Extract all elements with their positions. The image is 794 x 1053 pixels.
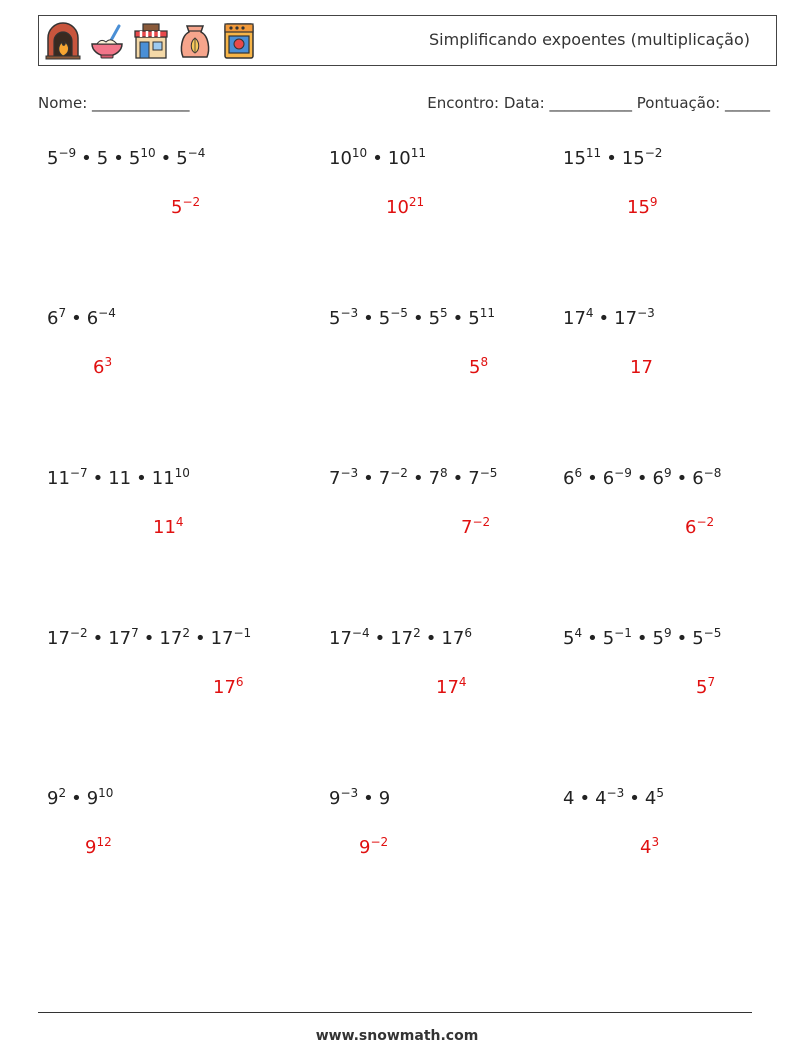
operator: • xyxy=(374,628,386,649)
problem-expression xyxy=(329,785,563,813)
exponent: −7 xyxy=(69,466,88,480)
exponent: 11 xyxy=(585,146,602,160)
operator: • xyxy=(676,628,688,649)
exponent: −5 xyxy=(703,626,722,640)
base: 17 xyxy=(47,628,70,649)
problem-expression xyxy=(47,145,329,173)
answer xyxy=(461,514,490,542)
base: 5 xyxy=(602,628,615,649)
operator: • xyxy=(587,468,598,489)
base: 6 xyxy=(602,468,615,489)
operator: • xyxy=(160,148,172,169)
answer-base: 9 xyxy=(85,837,97,858)
answer xyxy=(627,194,658,222)
answer xyxy=(685,514,714,542)
answer-base: 10 xyxy=(386,197,409,218)
base: 17 xyxy=(108,628,132,649)
answer-exponent: 12 xyxy=(96,835,112,849)
exponent: −1 xyxy=(233,626,252,640)
operator: • xyxy=(579,788,591,809)
base: 17 xyxy=(329,628,352,649)
worksheet-title: Simplificando expoentes (multiplicação) xyxy=(429,30,750,49)
problem-expression xyxy=(563,465,763,493)
footer-divider xyxy=(38,1012,752,1013)
exponent: −3 xyxy=(340,786,359,800)
answer-base: 5 xyxy=(696,677,708,698)
exponent: 10 xyxy=(140,146,156,160)
problem-expression xyxy=(563,625,763,653)
answer-exponent: 8 xyxy=(480,355,489,369)
operator: • xyxy=(636,628,648,649)
exponent: −2 xyxy=(644,146,663,160)
answer-base: 4 xyxy=(640,837,652,858)
answer xyxy=(153,514,184,542)
base: 10 xyxy=(387,148,411,169)
exponent: −3 xyxy=(340,306,359,320)
answer-exponent: −2 xyxy=(182,195,201,209)
exponent: 11 xyxy=(479,306,496,320)
base: 17 xyxy=(159,628,183,649)
exponent: −1 xyxy=(614,626,632,640)
exponent: −9 xyxy=(614,466,632,480)
exponent: 4 xyxy=(574,626,583,640)
problem-expression xyxy=(47,625,329,653)
base: 11 xyxy=(151,468,175,489)
base: 6 xyxy=(86,308,99,329)
exponent: −4 xyxy=(351,626,370,640)
worksheet-header xyxy=(38,15,777,66)
answer-base: 5 xyxy=(469,357,481,378)
base: 11 xyxy=(47,468,70,489)
answer xyxy=(630,354,653,382)
answer xyxy=(171,194,200,222)
base: 5 xyxy=(468,308,480,329)
answer-exponent: −2 xyxy=(696,515,715,529)
base: 5 xyxy=(563,628,575,649)
answer xyxy=(640,834,659,862)
operator: • xyxy=(452,468,464,489)
base: 7 xyxy=(329,468,341,489)
operator: • xyxy=(136,468,147,489)
exponent: −3 xyxy=(606,786,625,800)
problem-expression xyxy=(47,785,329,813)
answer xyxy=(85,834,112,862)
answer-exponent: 21 xyxy=(408,195,425,209)
exponent: −2 xyxy=(69,626,88,640)
problem-item xyxy=(329,785,563,945)
base: 9 xyxy=(86,788,99,809)
exponent: 2 xyxy=(413,626,421,640)
problem-expression xyxy=(47,465,329,493)
operator: • xyxy=(363,468,374,489)
base: 17 xyxy=(614,308,638,329)
base: 17 xyxy=(563,308,586,329)
operator: • xyxy=(92,628,104,649)
operator: • xyxy=(143,628,155,649)
exponent: −3 xyxy=(340,466,359,480)
problem-item xyxy=(47,465,329,625)
base: 9 xyxy=(329,788,341,809)
base: 15 xyxy=(621,148,645,169)
base: 6 xyxy=(692,468,704,489)
base: 4 xyxy=(644,788,657,809)
exponent: 7 xyxy=(131,626,139,640)
base: 7 xyxy=(378,468,391,489)
operator: • xyxy=(587,628,598,649)
operator: • xyxy=(194,628,206,649)
operator: • xyxy=(92,468,104,489)
exponent: 9 xyxy=(663,626,672,640)
oven-icon xyxy=(221,22,257,60)
answer-base: 15 xyxy=(627,197,650,218)
problem-item xyxy=(329,465,563,625)
operator: • xyxy=(636,468,648,489)
exponent: 2 xyxy=(182,626,190,640)
answer-exponent: −2 xyxy=(472,515,491,529)
answer xyxy=(359,834,388,862)
exponent: 7 xyxy=(58,306,67,320)
answer-base: 11 xyxy=(153,517,176,538)
exponent: 4 xyxy=(585,306,594,320)
operator: • xyxy=(363,308,374,329)
operator: • xyxy=(81,148,92,169)
answer-base: 6 xyxy=(93,357,105,378)
answer-base: 6 xyxy=(685,517,697,538)
problem-expression xyxy=(47,305,329,333)
problem-item xyxy=(47,625,329,785)
shop-icon xyxy=(133,22,169,60)
base: 17 xyxy=(390,628,414,649)
answer-base: 7 xyxy=(461,517,473,538)
operator: • xyxy=(412,308,424,329)
answer xyxy=(93,354,112,382)
exponent: −4 xyxy=(98,306,116,320)
operator: • xyxy=(71,308,82,329)
header-icons xyxy=(45,22,257,60)
date-score-field: Encontro: Data: ___________ Pontuação: ______ xyxy=(427,94,770,112)
problem-item xyxy=(329,305,563,465)
answer-exponent: 4 xyxy=(458,675,467,689)
problem-expression xyxy=(329,305,563,333)
operator: • xyxy=(452,308,464,329)
operator: • xyxy=(372,148,383,169)
operator: • xyxy=(363,788,374,809)
exponent: 2 xyxy=(58,786,67,800)
base: 5 xyxy=(428,308,441,329)
problem-item xyxy=(329,625,563,785)
base: 7 xyxy=(428,468,441,489)
answer-exponent: 9 xyxy=(649,195,658,209)
problem-item xyxy=(47,785,329,945)
exponent: −2 xyxy=(390,466,408,480)
answer xyxy=(436,674,467,702)
exponent: 9 xyxy=(663,466,672,480)
exponent: −3 xyxy=(637,306,655,320)
base: 7 xyxy=(468,468,480,489)
operator: • xyxy=(629,788,640,809)
base: 5 xyxy=(652,628,664,649)
problem-expression xyxy=(329,145,563,173)
exponent: 10 xyxy=(98,786,114,800)
exponent: 6 xyxy=(574,466,583,480)
exponent: 8 xyxy=(440,466,448,480)
problem-item xyxy=(47,305,329,465)
answer-exponent: −2 xyxy=(370,835,389,849)
base: 5 xyxy=(692,628,704,649)
base: 4 xyxy=(595,788,607,809)
base: 6 xyxy=(47,308,59,329)
base: 4 xyxy=(563,788,575,809)
answer-base: 9 xyxy=(359,837,371,858)
answer xyxy=(696,674,715,702)
exponent: 6 xyxy=(464,626,472,640)
exponent: 10 xyxy=(351,146,368,160)
problem-expression xyxy=(563,785,763,813)
problem-item xyxy=(563,305,763,465)
answer-exponent: 4 xyxy=(175,515,184,529)
exponent: 5 xyxy=(440,306,448,320)
base: 5 xyxy=(329,308,341,329)
base: 5 xyxy=(96,148,109,169)
footer-url: www.snowmath.com xyxy=(315,1028,479,1044)
flour-sack-icon xyxy=(177,22,213,60)
operator: • xyxy=(412,468,424,489)
answer-base: 17 xyxy=(213,677,236,698)
problem-expression xyxy=(329,625,563,653)
mixing-bowl-icon xyxy=(89,22,125,60)
base: 9 xyxy=(378,788,391,809)
base: 9 xyxy=(47,788,59,809)
problem-grid xyxy=(47,145,767,945)
exponent: 10 xyxy=(174,466,190,480)
problem-item xyxy=(563,465,763,625)
operator: • xyxy=(113,148,124,169)
exponent: −8 xyxy=(703,466,722,480)
exponent: −5 xyxy=(479,466,498,480)
base: 5 xyxy=(128,148,141,169)
fireplace-icon xyxy=(45,22,81,60)
answer-base: 17 xyxy=(630,357,653,378)
answer xyxy=(386,194,424,222)
base: 5 xyxy=(47,148,59,169)
exponent: 5 xyxy=(656,786,664,800)
problem-item xyxy=(329,145,563,305)
base: 6 xyxy=(652,468,664,489)
problem-expression xyxy=(563,145,763,173)
problem-item xyxy=(563,145,763,305)
exponent: 11 xyxy=(410,146,426,160)
answer-exponent: 3 xyxy=(651,835,660,849)
name-field: Nome: _____________ xyxy=(38,94,190,112)
base: 6 xyxy=(563,468,575,489)
base: 17 xyxy=(441,628,465,649)
answer xyxy=(213,674,244,702)
base: 15 xyxy=(563,148,586,169)
operator: • xyxy=(71,788,82,809)
operator: • xyxy=(676,468,688,489)
answer-exponent: 7 xyxy=(707,675,716,689)
answer-base: 17 xyxy=(436,677,459,698)
operator: • xyxy=(606,148,617,169)
exponent: −9 xyxy=(58,146,77,160)
base: 17 xyxy=(210,628,234,649)
exponent: −5 xyxy=(390,306,408,320)
problem-item xyxy=(563,625,763,785)
problem-item xyxy=(47,145,329,305)
operator: • xyxy=(598,308,610,329)
exponent: −4 xyxy=(187,146,206,160)
base: 5 xyxy=(378,308,391,329)
answer-exponent: 6 xyxy=(235,675,244,689)
base: 11 xyxy=(108,468,132,489)
operator: • xyxy=(425,628,437,649)
answer-base: 5 xyxy=(171,197,183,218)
problem-expression xyxy=(329,465,563,493)
base: 10 xyxy=(329,148,352,169)
answer-exponent: 3 xyxy=(104,355,113,369)
answer xyxy=(469,354,488,382)
problem-item xyxy=(563,785,763,945)
problem-expression xyxy=(563,305,763,333)
base: 5 xyxy=(176,148,188,169)
